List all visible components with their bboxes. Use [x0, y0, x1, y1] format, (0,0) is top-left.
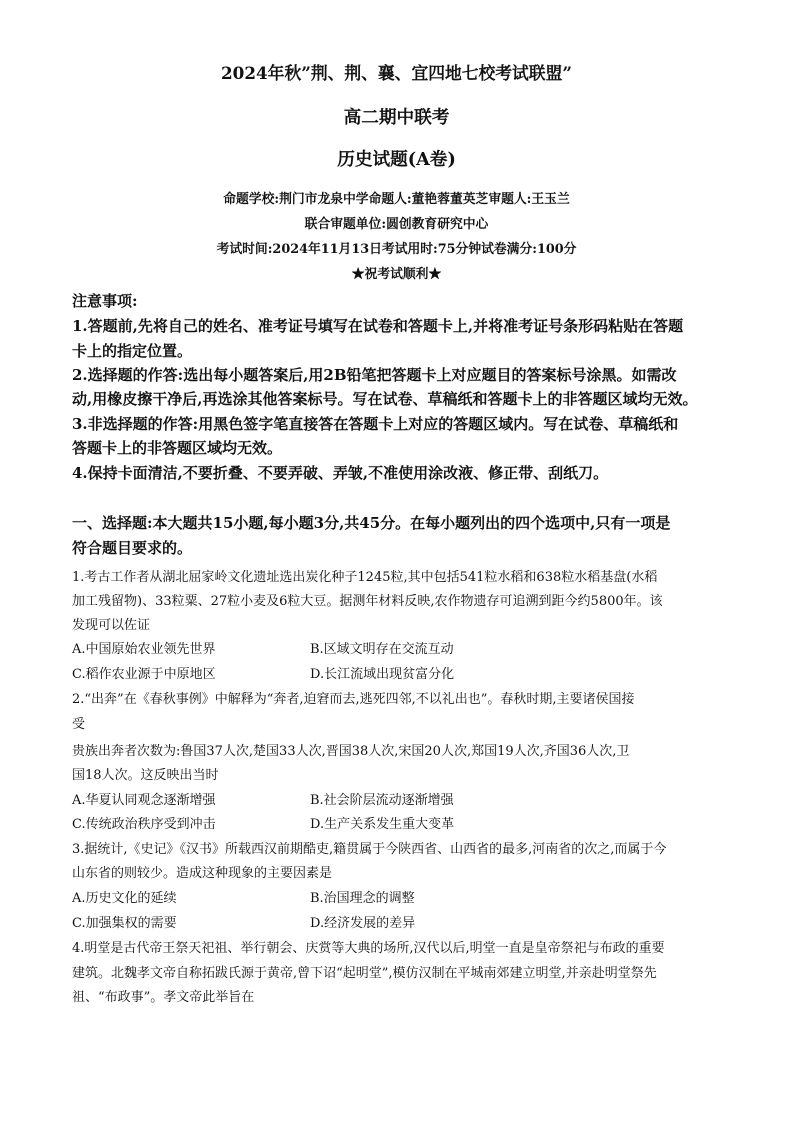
- question-1-stem: 加工残留物)、33粒粟、27粒小麦及6粒大豆。据测年材料反映,农作物遗存可追溯到距今约5800年。该: [72, 594, 663, 609]
- question-2-option-c: C.传统政治秩序受到冲击: [72, 817, 216, 832]
- question-3-stem: 山东省的则较少。造成这种现象的主要因素是: [72, 866, 333, 881]
- notice-heading: 注意事项:: [72, 292, 138, 310]
- review-unit: 联合审题单位:圆创教育研究中心: [304, 217, 489, 232]
- notice-line: 1.答题前,先将自己的姓名、准考证号填写在试卷和答题卡上,并将准考证号条形码粘贴在答题: [72, 317, 684, 335]
- question-4-stem: 建筑。北魏孝文帝自称拓跋氏源于黄帝,曾下诏“起明堂”,模仿汉制在平城南郊建立明堂,并亲赴明堂祭先: [72, 966, 657, 981]
- question-1-option-c: C.稻作农业源于中原地区: [72, 667, 216, 682]
- exam-title: 2024年秋”荆、荆、襄、宜四地七校考试联盟”: [221, 63, 572, 83]
- question-2-option-b: B.社会阶层流动逐渐增强: [310, 793, 454, 808]
- question-2-stem: 贵族出奔者次数为:鲁国37人次,楚国33人次,晋国38人次,宋国20人次,郑国19人次,齐国36人次,卫: [72, 744, 630, 759]
- question-3-stem: 3.据统计,《史记》《汉书》所载西汉前期酷吏,籍贯属于今陕西省、山西省的最多,河南省的次之,而属于今: [72, 842, 667, 857]
- notice-line: 卡上的指定位置。: [72, 342, 193, 360]
- question-4-stem: 祖、“布政事”。孝文帝此举旨在: [72, 990, 255, 1005]
- exam-time-info: 考试时间:2024年11月13日考试用时:75分钟试卷满分:100分: [216, 242, 577, 257]
- section-heading: 一、选择题:本大题共15小题,每小题3分,共45分。在每小题列出的四个选项中,只有一项是: [72, 514, 671, 532]
- question-1-option-b: B.区域文明存在交流互动: [310, 642, 454, 657]
- question-1-stem: 发现可以佐证: [72, 618, 151, 633]
- question-3-option-c: C.加强集权的需要: [72, 916, 177, 931]
- notice-line: 4.保持卡面清洁,不要折叠、不要弄破、弄皱,不准使用涂改液、修正带、刮纸刀。: [72, 464, 609, 482]
- paper-title: 历史试题(A卷): [337, 149, 456, 170]
- notice-line: 动,用橡皮擦干净后,再选涂其他答案标号。写在试卷、草稿纸和答题卡上的非答题区域均无效。: [72, 390, 698, 408]
- question-2-option-a: A.华夏认同观念逐渐增强: [72, 793, 216, 808]
- question-3-option-a: A.历史文化的延续: [72, 891, 177, 906]
- question-1-option-d: D.长江流域出现贫富分化: [310, 667, 455, 682]
- good-luck-wish: ★祝考试顺利★: [351, 267, 442, 282]
- question-1-option-a: A.中国原始农业领先世界: [72, 642, 216, 657]
- question-2-stem: 受: [72, 717, 86, 732]
- author-info: 命题学校:荆门市龙泉中学命题人:董艳蓉董英芝审题人:王玉兰: [223, 192, 570, 207]
- question-2-stem: 国18人次。这反映出当时: [72, 768, 219, 783]
- notice-line: 答题卡上的非答题区域均无效。: [72, 439, 283, 457]
- question-3-option-b: B.治国理念的调整: [310, 891, 415, 906]
- question-4-stem: 4.明堂是古代帝王祭天祀祖、举行朝会、庆赏等大典的场所,汉代以后,明堂一直是皇帝祭祀与布政的重要: [72, 941, 665, 956]
- exam-subtitle: 高二期中联考: [343, 107, 450, 128]
- question-2-stem: 2.“出奔”在《春秋事例》中解释为“奔者,迫窘而去,逃死四邻,不以礼出也”。春秋时期,主要诸侯国接: [72, 692, 635, 707]
- notice-line: 3.非选择题的作答:用黑色签字笔直接答在答题卡上对应的答题区域内。写在试卷、草稿纸和: [72, 415, 679, 433]
- question-3-option-d: D.经济发展的差异: [310, 916, 416, 931]
- notice-line: 2.选择题的作答:选出每小题答案后,用2B铅笔把答题卡上对应题目的答案标号涂黑。如需改: [72, 366, 677, 384]
- question-1-stem: 1.考古工作者从湖北屈家岭文化遗址选出炭化种子1245粒,其中包括541粒水稻和638粒水稻基盘(水稻: [72, 570, 658, 585]
- question-2-option-d: D.生产关系发生重大变革: [310, 817, 455, 832]
- section-heading: 符合题目要求的。: [72, 539, 193, 557]
